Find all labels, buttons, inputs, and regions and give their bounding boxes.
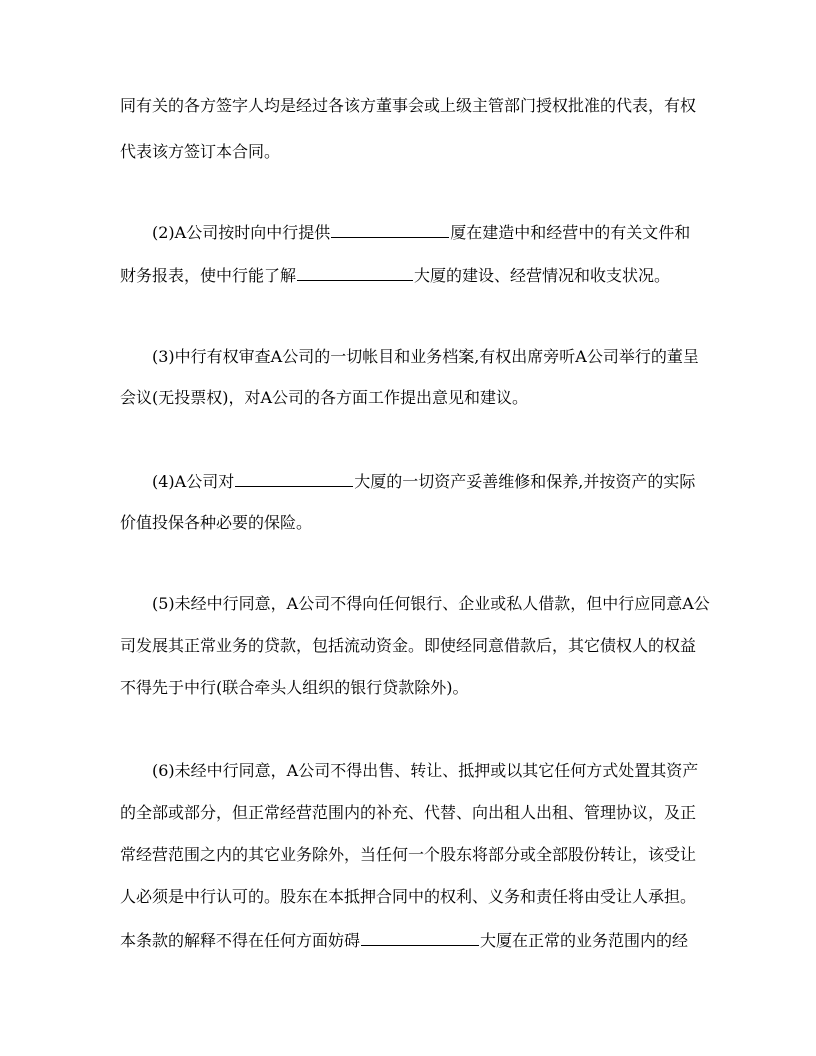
paragraph-5-line-3 xyxy=(120,677,700,699)
paragraph-4-line-2-text: 价值投保各种必要的保险。 xyxy=(120,513,313,532)
paragraph-6-line-2-text: 的全部或部分，但正常经营范围内的补充、代替、向出租人出租、管理协议，及正 xyxy=(120,803,697,822)
paragraph-4-line-1 xyxy=(152,469,732,493)
paragraph-2-line-1-text-b: 厦在建造中和经营中的有关文件和 xyxy=(450,223,691,242)
paragraph-1-line-2-text: 代表该方签订本合同。 xyxy=(120,142,281,161)
paragraph-1-line-1 xyxy=(120,95,700,117)
paragraph-4-line-1-text-b: 大厦的一切资产妥善维修和保养,并按资产的实际 xyxy=(354,472,696,491)
paragraph-6-line-3 xyxy=(120,844,700,866)
paragraph-6-line-4-text: 人必须是中行认可的。股东在本抵押合同中的权利、义务和责任将由受让人承担。 xyxy=(120,887,697,906)
paragraph-4-line-2 xyxy=(120,512,700,534)
paragraph-6-line-5 xyxy=(120,928,700,952)
paragraph-6-line-1-text: (6)未经中行同意，A公司不得出售、转让、抵押或以其它任何方式处置其资产 xyxy=(152,761,699,780)
paragraph-6-line-2 xyxy=(120,802,700,824)
paragraph-5-line-1 xyxy=(152,593,732,615)
paragraph-3-line-1 xyxy=(152,346,732,368)
paragraph-1-line-1-text: 同有关的各方签字人均是经过各该方董事会或上级主管部门授权批准的代表，有权 xyxy=(120,96,697,115)
paragraph-3-line-2-text: 会议(无投票权)，对A公司的各方面工作提出意见和建议。 xyxy=(120,388,529,407)
paragraph-1-line-2 xyxy=(120,141,700,163)
paragraph-5-line-3-text: 不得先于中行(联合牵头人组织的银行贷款除外)。 xyxy=(120,678,469,697)
paragraph-3-line-1-text: (3)中行有权审查A公司的一切帐目和业务档案,有权出席旁听A公司举行的董呈 xyxy=(152,347,699,366)
paragraph-2-line-2 xyxy=(120,263,700,287)
paragraph-5-line-1-text: (5)未经中行同意，A公司不得向任何银行、企业或私人借款，但中行应同意A公 xyxy=(152,594,710,613)
paragraph-3-line-2 xyxy=(120,387,700,409)
paragraph-4-line-1-text-a: (4)A公司对 xyxy=(152,472,235,491)
paragraph-6-line-3-text: 常经营范围之内的其它业务除外，当任何一个股东将部分或全部股份转让，该受让 xyxy=(120,845,697,864)
fill-in-blank xyxy=(297,263,413,281)
paragraph-2-line-1-text-a: (2)A公司按时向中行提供 xyxy=(152,223,331,242)
paragraph-5-line-2 xyxy=(120,635,700,657)
fill-in-blank xyxy=(235,469,353,487)
paragraph-6-line-4 xyxy=(120,886,700,908)
paragraph-2-line-1 xyxy=(152,220,732,244)
fill-in-blank xyxy=(361,928,479,946)
paragraph-2-line-2-text-a: 财务报表，使中行能了解 xyxy=(120,266,297,285)
paragraph-6-line-5-text-b: 大厦在正常的业务范围内的经 xyxy=(480,931,689,950)
fill-in-blank xyxy=(331,220,449,238)
paragraph-2-line-2-text-b: 大厦的建设、经营情况和收支状况。 xyxy=(414,266,671,285)
paragraph-5-line-2-text: 司发展其正常业务的贷款，包括流动资金。即使经同意借款后，其它债权人的权益 xyxy=(120,636,697,655)
paragraph-6-line-1 xyxy=(152,760,732,782)
paragraph-6-line-5-text-a: 本条款的解释不得在任何方面妨碍 xyxy=(120,931,361,950)
